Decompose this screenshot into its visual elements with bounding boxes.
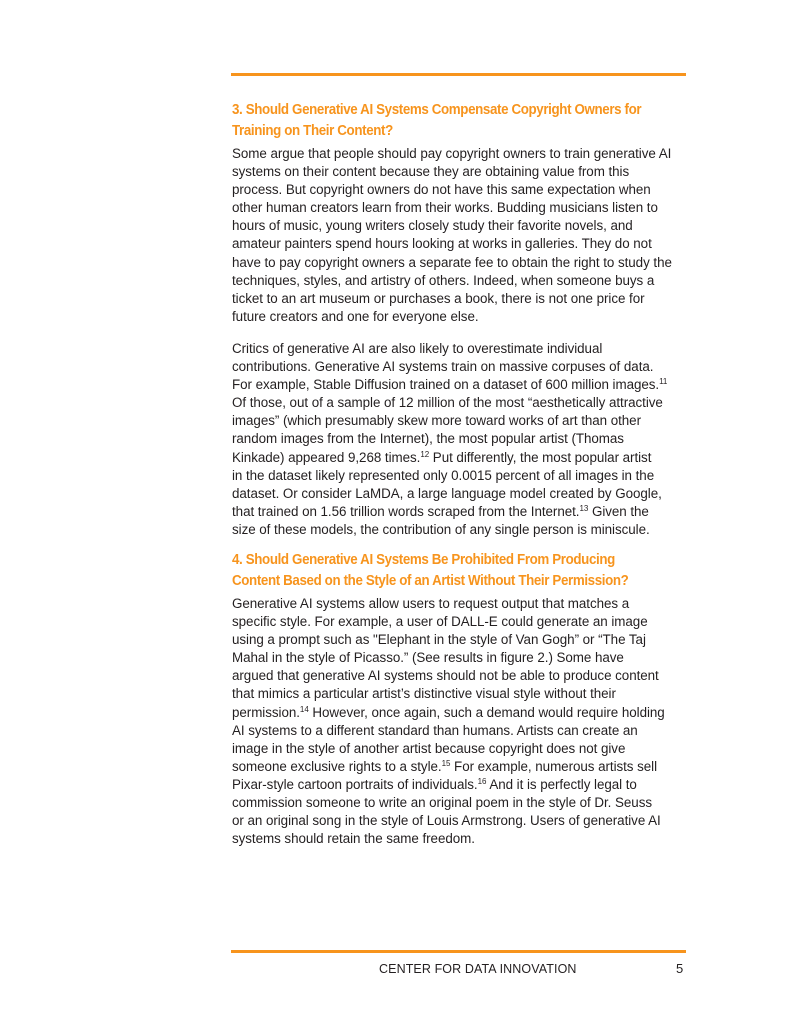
section-3-paragraph-1	[232, 145, 688, 326]
section-4-heading	[232, 550, 683, 592]
section-3-paragraph-2	[232, 340, 688, 539]
text-line: Mahal in the style of Picasso.” (See results in figure 2.) Some have	[232, 650, 624, 666]
text-line: or an original song in the style of Louis Armstrong. Users of generative AI	[232, 813, 661, 829]
text-segment: Pixar-style cartoon portraits of individuals.	[232, 776, 478, 792]
text-line: systems on their content because they are obtaining value from this	[232, 164, 630, 180]
text-line: that mimics a particular artist’s distinctive visual style without their	[232, 686, 616, 702]
footnote-12-link[interactable]: 12	[420, 449, 430, 459]
text-line: Some argue that people should pay copyright owners to train generative AI	[232, 146, 672, 161]
text-segment: that trained on 1.56 trillion words scraped from the Internet.	[232, 503, 580, 519]
footer-organization: CENTER FOR DATA INNOVATION	[379, 962, 577, 976]
top-accent-rule	[231, 73, 686, 76]
footnote-16-link[interactable]: 16	[477, 776, 487, 786]
text-line: systems should retain the same freedom.	[232, 831, 475, 847]
text-line	[232, 704, 688, 722]
text-line: amateur painters spend hours looking at works in galleries. They do not	[232, 236, 652, 252]
text-line: dataset. Or consider LaMDA, a large language model created by Google,	[232, 485, 662, 501]
section-3-heading-line-2: Training on Their Content?	[232, 123, 393, 139]
text-line: have to pay copyright owners a separate fee to obtain the right to study the	[232, 254, 672, 270]
text-line: other human creators learn from their works. Budding musicians listen to	[232, 200, 658, 216]
page-content	[232, 100, 688, 862]
text-line: future creators and one for everyone else.	[232, 308, 479, 324]
text-segment: Put differently, the most popular artist	[429, 449, 652, 465]
text-segment: And it is perfectly legal to	[486, 776, 637, 792]
text-line	[232, 758, 688, 776]
text-segment: someone exclusive rights to a style.	[232, 758, 442, 774]
text-segment: permission.	[232, 704, 300, 720]
text-line	[232, 503, 688, 521]
text-segment: For example, Stable Diffusion trained on a dataset of 600 million images.	[232, 377, 660, 393]
text-line: Critics of generative AI are also likely to overestimate individual	[232, 340, 603, 356]
text-line: using a prompt such as "Elephant in the style of Van Gogh” or “The Taj	[232, 632, 646, 648]
page-number: 5	[676, 961, 684, 976]
text-line: ticket to an art museum or purchases a book, there is not one price for	[232, 290, 645, 306]
footnote-11-link[interactable]: 11	[659, 377, 668, 387]
footnote-15-link[interactable]: 15	[441, 758, 451, 768]
text-line: Of those, out of a sample of 12 million of the most “aesthetically attractive	[232, 395, 663, 411]
text-line: process. But copyright owners do not have this same expectation when	[232, 182, 651, 198]
section-3-heading-line-1: 3. Should Generative AI Systems Compensate Copyright Owners for	[232, 102, 642, 118]
text-line	[232, 776, 688, 794]
section-4-heading-line-2: Content Based on the Style of an Artist Without Their Permission?	[232, 572, 629, 589]
section-4-heading-line-1: 4. Should Generative AI Systems Be Prohibited From Producing	[232, 551, 615, 568]
text-line: size of these models, the contribution of any single person is miniscule.	[232, 521, 650, 537]
text-line: random images from the Internet), the most popular artist (Thomas	[232, 431, 624, 447]
footnote-14-link[interactable]: 14	[299, 704, 309, 714]
text-line: in the dataset likely represented only 0.0015 percent of all images in the	[232, 467, 655, 483]
section-4-paragraph	[232, 595, 688, 848]
text-line: contributions. Generative AI systems train on massive corpuses of data.	[232, 359, 654, 375]
text-segment: However, once again, such a demand would require holding	[308, 704, 665, 720]
text-line: images” (which presumably skew more toward works of art than other	[232, 413, 641, 429]
text-segment: For example, numerous artists sell	[450, 758, 658, 774]
bottom-accent-rule	[231, 950, 686, 953]
text-line	[232, 449, 688, 467]
text-line: hours of music, young writers closely study their favorite novels, and	[232, 218, 633, 234]
text-segment: Kinkade) appeared 9,268 times.	[232, 449, 421, 465]
text-line: techniques, styles, and artistry of others. Indeed, when someone buys a	[232, 272, 655, 288]
text-line: specific style. For example, a user of DALL-E could generate an image	[232, 614, 648, 630]
text-line: image in the style of another artist because copyright does not give	[232, 740, 626, 756]
text-line: commission someone to write an original poem in the style of Dr. Seuss	[232, 795, 652, 810]
text-line: AI systems to a different standard than humans. Artists can create an	[232, 722, 638, 738]
text-segment: Given the	[588, 503, 649, 519]
section-3-heading	[232, 100, 683, 142]
text-line: Generative AI systems allow users to request output that matches a	[232, 595, 630, 611]
text-line	[232, 376, 688, 394]
footnote-13-link[interactable]: 13	[579, 503, 589, 513]
text-line: argued that generative AI systems should not be able to produce content	[232, 668, 659, 684]
